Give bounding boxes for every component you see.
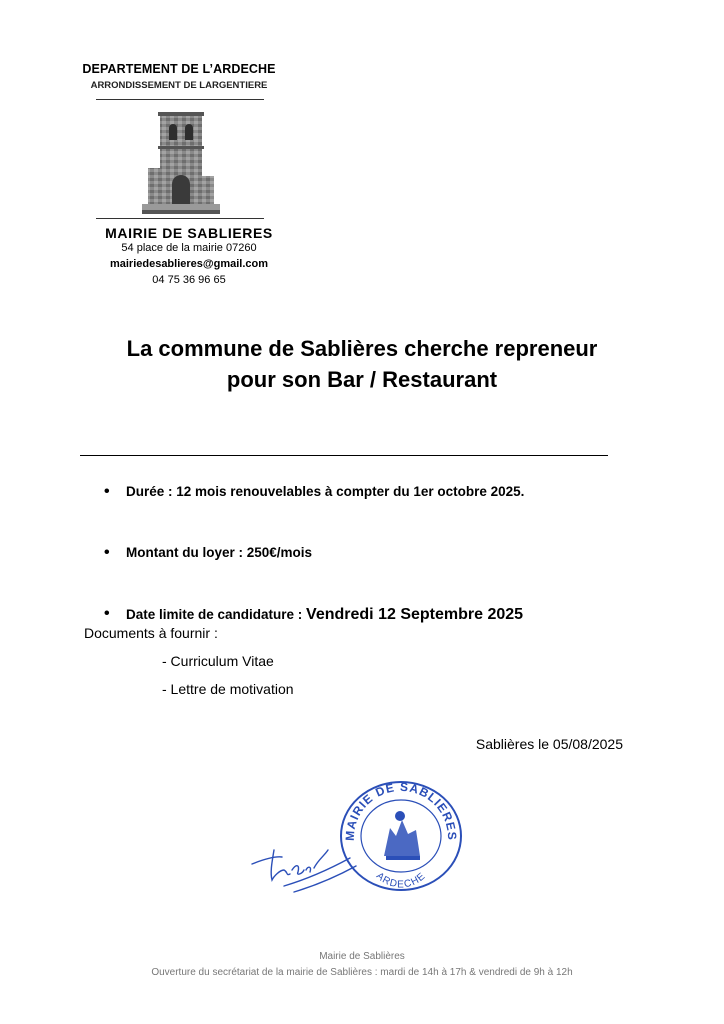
- letterhead-mairie: MAIRIE DE SABLIERES: [105, 225, 273, 241]
- documents-heading: Documents à fournir :: [84, 625, 218, 641]
- svg-text:MAIRIE DE SABLIERES: MAIRIE DE SABLIERES: [342, 779, 460, 842]
- list-item-duree: • Durée : 12 mois renouvelables à compter du 1er octobre 2025.: [104, 484, 724, 499]
- document-item: - Curriculum Vitae: [162, 653, 274, 669]
- date-place: Sablières le 05/08/2025: [475, 736, 623, 752]
- date-limite-label: Date limite de candidature :: [126, 607, 307, 622]
- date-limite-value: Vendredi 12 Septembre 2025: [306, 606, 524, 623]
- mairie-stamp: [336, 776, 466, 894]
- list-item-loyer: • Montant du loyer : 250€/mois: [104, 545, 724, 560]
- page-title: [40, 333, 684, 395]
- footer-hours: Ouverture du secrétariat de la mairie de Sablières : mardi de 14h à 17h & vendredi de 9h à 12h: [151, 967, 573, 978]
- letterhead-address: 54 place de la mairie 07260: [121, 242, 257, 254]
- title-line-1: La commune de Sablières cherche repreneur: [126, 336, 598, 361]
- letterhead-divider: [96, 218, 264, 219]
- list-item-date-limite: [104, 606, 724, 624]
- svg-text:ARDECHE: ARDECHE: [373, 870, 429, 891]
- letterhead-department: DEPARTEMENT DE L’ARDECHE: [82, 62, 276, 76]
- letterhead-phone: 04 75 36 96 65: [152, 274, 226, 286]
- church-tower-image: [142, 106, 220, 214]
- title-line-2: pour son Bar / Restaurant: [226, 367, 498, 392]
- footer-title: Mairie de Sablières: [319, 951, 405, 962]
- title-divider: [80, 455, 608, 456]
- letterhead-email: mairiedesablieres@gmail.com: [109, 258, 269, 270]
- letterhead-divider: [96, 99, 264, 100]
- document-item: - Lettre de motivation: [162, 681, 294, 697]
- letterhead-arrondissement: ARRONDISSEMENT DE LARGENTIERE: [90, 80, 268, 91]
